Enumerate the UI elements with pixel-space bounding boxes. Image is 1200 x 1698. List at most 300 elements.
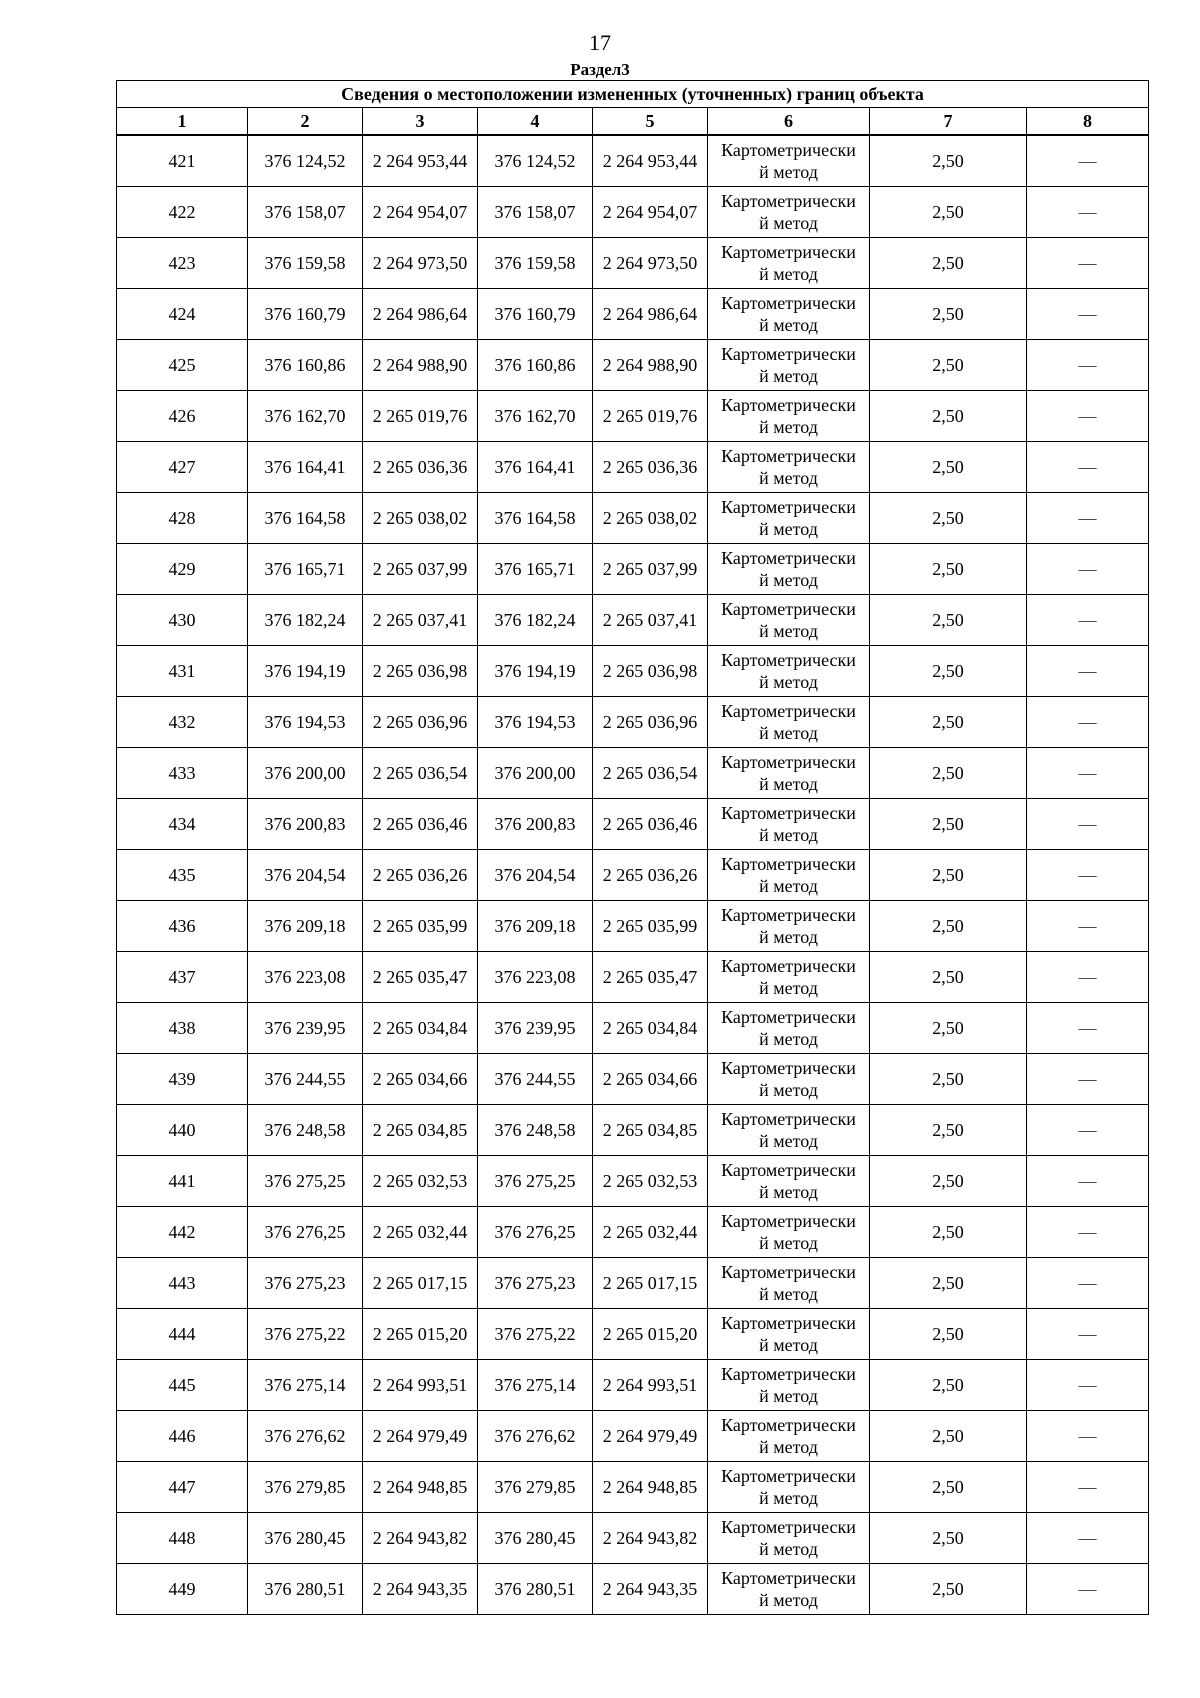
table-body — [117, 135, 1149, 1615]
refined-y-cell: 2 265 037,41 — [593, 595, 708, 646]
refined-x-cell: 376 182,24 — [478, 595, 593, 646]
refined-y-cell: 2 265 037,99 — [593, 544, 708, 595]
note-cell: — — [1027, 595, 1149, 646]
method-cell — [708, 850, 870, 901]
method-line-2: й метод — [759, 1182, 818, 1202]
accuracy-cell: 2,50 — [870, 1411, 1027, 1462]
column-number-8: 8 — [1027, 108, 1149, 136]
point-number-cell: 439 — [117, 1054, 248, 1105]
table-row — [117, 1207, 1149, 1258]
method-line-1: Картометрически — [721, 1568, 856, 1588]
accuracy-cell: 2,50 — [870, 1003, 1027, 1054]
accuracy-cell: 2,50 — [870, 238, 1027, 289]
method-line-1: Картометрически — [721, 905, 856, 925]
existing-y-cell: 2 265 037,41 — [363, 595, 478, 646]
method-line-2: й метод — [759, 519, 818, 539]
note-cell: — — [1027, 442, 1149, 493]
note-cell: — — [1027, 1360, 1149, 1411]
note-cell: — — [1027, 799, 1149, 850]
existing-x-cell: 376 275,22 — [248, 1309, 363, 1360]
accuracy-cell: 2,50 — [870, 340, 1027, 391]
point-number-cell: 426 — [117, 391, 248, 442]
existing-x-cell: 376 162,70 — [248, 391, 363, 442]
existing-y-cell: 2 264 993,51 — [363, 1360, 478, 1411]
refined-y-cell: 2 264 993,51 — [593, 1360, 708, 1411]
refined-y-cell: 2 265 019,76 — [593, 391, 708, 442]
method-cell — [708, 1513, 870, 1564]
existing-x-cell: 376 182,24 — [248, 595, 363, 646]
existing-y-cell: 2 265 032,53 — [363, 1156, 478, 1207]
existing-y-cell: 2 265 037,99 — [363, 544, 478, 595]
table-row — [117, 442, 1149, 493]
existing-y-cell: 2 265 017,15 — [363, 1258, 478, 1309]
existing-y-cell: 2 265 038,02 — [363, 493, 478, 544]
method-cell — [708, 1258, 870, 1309]
note-cell: — — [1027, 901, 1149, 952]
table-row — [117, 1462, 1149, 1513]
refined-x-cell: 376 276,62 — [478, 1411, 593, 1462]
method-cell — [708, 1309, 870, 1360]
method-line-1: Картометрически — [721, 599, 856, 619]
accuracy-cell: 2,50 — [870, 1309, 1027, 1360]
accuracy-cell: 2,50 — [870, 1054, 1027, 1105]
existing-x-cell: 376 276,25 — [248, 1207, 363, 1258]
table-row — [117, 1105, 1149, 1156]
method-line-2: й метод — [759, 1233, 818, 1253]
refined-y-cell: 2 265 036,96 — [593, 697, 708, 748]
refined-y-cell: 2 265 036,54 — [593, 748, 708, 799]
note-cell: — — [1027, 952, 1149, 1003]
existing-y-cell: 2 264 986,64 — [363, 289, 478, 340]
method-cell — [708, 1462, 870, 1513]
accuracy-cell: 2,50 — [870, 1258, 1027, 1309]
table-caption: Сведения о местоположении измененных (уточненных) границ объекта — [117, 81, 1149, 108]
table-row — [117, 391, 1149, 442]
table-row — [117, 544, 1149, 595]
existing-y-cell: 2 264 943,82 — [363, 1513, 478, 1564]
table-row — [117, 1513, 1149, 1564]
column-number-4: 4 — [478, 108, 593, 136]
refined-x-cell: 376 279,85 — [478, 1462, 593, 1513]
method-cell — [708, 544, 870, 595]
note-cell: — — [1027, 544, 1149, 595]
point-number-cell: 449 — [117, 1564, 248, 1615]
existing-x-cell: 376 279,85 — [248, 1462, 363, 1513]
refined-x-cell: 376 160,86 — [478, 340, 593, 391]
existing-y-cell: 2 265 034,84 — [363, 1003, 478, 1054]
refined-x-cell: 376 248,58 — [478, 1105, 593, 1156]
method-cell — [708, 799, 870, 850]
existing-x-cell: 376 160,86 — [248, 340, 363, 391]
existing-x-cell: 376 160,79 — [248, 289, 363, 340]
refined-y-cell: 2 265 032,53 — [593, 1156, 708, 1207]
existing-y-cell: 2 264 979,49 — [363, 1411, 478, 1462]
existing-x-cell: 376 280,45 — [248, 1513, 363, 1564]
refined-x-cell: 376 280,45 — [478, 1513, 593, 1564]
existing-y-cell: 2 265 036,26 — [363, 850, 478, 901]
column-number-1: 1 — [117, 108, 248, 136]
method-line-1: Картометрически — [721, 1211, 856, 1231]
point-number-cell: 429 — [117, 544, 248, 595]
existing-y-cell: 2 265 036,54 — [363, 748, 478, 799]
method-line-1: Картометрически — [721, 1466, 856, 1486]
point-number-cell: 447 — [117, 1462, 248, 1513]
note-cell: — — [1027, 1564, 1149, 1615]
column-number-7: 7 — [870, 108, 1027, 136]
accuracy-cell: 2,50 — [870, 135, 1027, 187]
table-row — [117, 1054, 1149, 1105]
method-cell — [708, 1564, 870, 1615]
point-number-cell: 437 — [117, 952, 248, 1003]
method-line-1: Картометрически — [721, 1262, 856, 1282]
method-line-1: Картометрически — [721, 650, 856, 670]
accuracy-cell: 2,50 — [870, 391, 1027, 442]
refined-x-cell: 376 275,25 — [478, 1156, 593, 1207]
page-number: 17 — [589, 30, 611, 55]
existing-y-cell: 2 265 019,76 — [363, 391, 478, 442]
refined-x-cell: 376 159,58 — [478, 238, 593, 289]
note-cell: — — [1027, 1105, 1149, 1156]
method-line-2: й метод — [759, 315, 818, 335]
existing-x-cell: 376 209,18 — [248, 901, 363, 952]
accuracy-cell: 2,50 — [870, 697, 1027, 748]
table-row — [117, 748, 1149, 799]
accuracy-cell: 2,50 — [870, 1462, 1027, 1513]
accuracy-cell: 2,50 — [870, 799, 1027, 850]
refined-x-cell: 376 165,71 — [478, 544, 593, 595]
note-cell: — — [1027, 1003, 1149, 1054]
table-row — [117, 646, 1149, 697]
existing-y-cell: 2 264 953,44 — [363, 135, 478, 187]
column-number-6: 6 — [708, 108, 870, 136]
refined-x-cell: 376 124,52 — [478, 135, 593, 187]
column-number-row — [117, 108, 1149, 136]
refined-y-cell: 2 264 988,90 — [593, 340, 708, 391]
table-row — [117, 289, 1149, 340]
refined-y-cell: 2 265 035,47 — [593, 952, 708, 1003]
method-line-1: Картометрически — [721, 1313, 856, 1333]
point-number-cell: 441 — [117, 1156, 248, 1207]
point-number-cell: 427 — [117, 442, 248, 493]
existing-x-cell: 376 239,95 — [248, 1003, 363, 1054]
refined-x-cell: 376 209,18 — [478, 901, 593, 952]
method-cell — [708, 493, 870, 544]
accuracy-cell: 2,50 — [870, 1513, 1027, 1564]
method-line-2: й метод — [759, 1539, 818, 1559]
method-line-1: Картометрически — [721, 1058, 856, 1078]
method-cell — [708, 391, 870, 442]
table-row — [117, 340, 1149, 391]
method-cell — [708, 1411, 870, 1462]
existing-y-cell: 2 264 973,50 — [363, 238, 478, 289]
point-number-cell: 440 — [117, 1105, 248, 1156]
refined-y-cell: 2 265 036,36 — [593, 442, 708, 493]
method-line-1: Картометрически — [721, 1160, 856, 1180]
note-cell: — — [1027, 1207, 1149, 1258]
refined-y-cell: 2 265 038,02 — [593, 493, 708, 544]
accuracy-cell: 2,50 — [870, 1156, 1027, 1207]
existing-x-cell: 376 276,62 — [248, 1411, 363, 1462]
point-number-cell: 422 — [117, 187, 248, 238]
existing-y-cell: 2 265 015,20 — [363, 1309, 478, 1360]
method-line-2: й метод — [759, 978, 818, 998]
method-line-1: Картометрически — [721, 1007, 856, 1027]
point-number-cell: 436 — [117, 901, 248, 952]
note-cell: — — [1027, 238, 1149, 289]
point-number-cell: 444 — [117, 1309, 248, 1360]
accuracy-cell: 2,50 — [870, 1564, 1027, 1615]
column-number-2: 2 — [248, 108, 363, 136]
existing-y-cell: 2 265 036,46 — [363, 799, 478, 850]
method-line-2: й метод — [759, 1590, 818, 1610]
method-line-2: й метод — [759, 927, 818, 947]
existing-y-cell: 2 264 954,07 — [363, 187, 478, 238]
refined-x-cell: 376 239,95 — [478, 1003, 593, 1054]
accuracy-cell: 2,50 — [870, 901, 1027, 952]
note-cell: — — [1027, 1462, 1149, 1513]
existing-y-cell: 2 265 036,96 — [363, 697, 478, 748]
method-line-1: Картометрически — [721, 293, 856, 313]
point-number-cell: 430 — [117, 595, 248, 646]
method-line-2: й метод — [759, 264, 818, 284]
refined-y-cell: 2 265 035,99 — [593, 901, 708, 952]
accuracy-cell: 2,50 — [870, 187, 1027, 238]
point-number-cell: 448 — [117, 1513, 248, 1564]
refined-x-cell: 376 244,55 — [478, 1054, 593, 1105]
existing-y-cell: 2 265 032,44 — [363, 1207, 478, 1258]
table-row — [117, 1156, 1149, 1207]
method-cell — [708, 1156, 870, 1207]
column-number-3: 3 — [363, 108, 478, 136]
method-line-2: й метод — [759, 876, 818, 896]
method-cell — [708, 901, 870, 952]
existing-y-cell: 2 265 035,99 — [363, 901, 478, 952]
existing-x-cell: 376 194,53 — [248, 697, 363, 748]
method-cell — [708, 1054, 870, 1105]
accuracy-cell: 2,50 — [870, 289, 1027, 340]
point-number-cell: 442 — [117, 1207, 248, 1258]
method-line-1: Картометрически — [721, 395, 856, 415]
existing-x-cell: 376 164,41 — [248, 442, 363, 493]
method-cell — [708, 952, 870, 1003]
existing-x-cell: 376 248,58 — [248, 1105, 363, 1156]
method-line-1: Картометрически — [721, 1517, 856, 1537]
method-line-1: Картометрически — [721, 191, 856, 211]
accuracy-cell: 2,50 — [870, 595, 1027, 646]
refined-y-cell: 2 264 979,49 — [593, 1411, 708, 1462]
method-line-2: й метод — [759, 1488, 818, 1508]
method-line-1: Картометрически — [721, 854, 856, 874]
section-label: Раздел3 — [570, 60, 630, 79]
accuracy-cell: 2,50 — [870, 646, 1027, 697]
note-cell: — — [1027, 1513, 1149, 1564]
method-line-1: Картометрически — [721, 140, 856, 160]
existing-y-cell: 2 265 034,85 — [363, 1105, 478, 1156]
method-line-2: й метод — [759, 774, 818, 794]
refined-y-cell: 2 265 036,26 — [593, 850, 708, 901]
existing-y-cell: 2 265 035,47 — [363, 952, 478, 1003]
note-cell: — — [1027, 187, 1149, 238]
accuracy-cell: 2,50 — [870, 1360, 1027, 1411]
method-line-1: Картометрически — [721, 344, 856, 364]
method-line-1: Картометрически — [721, 497, 856, 517]
method-line-1: Картометрически — [721, 1415, 856, 1435]
refined-x-cell: 376 275,14 — [478, 1360, 593, 1411]
refined-y-cell: 2 265 032,44 — [593, 1207, 708, 1258]
note-cell: — — [1027, 1258, 1149, 1309]
point-number-cell: 424 — [117, 289, 248, 340]
refined-y-cell: 2 264 943,82 — [593, 1513, 708, 1564]
method-line-2: й метод — [759, 723, 818, 743]
table-row — [117, 493, 1149, 544]
refined-x-cell: 376 223,08 — [478, 952, 593, 1003]
note-cell: — — [1027, 697, 1149, 748]
method-cell — [708, 187, 870, 238]
note-cell: — — [1027, 1156, 1149, 1207]
existing-x-cell: 376 244,55 — [248, 1054, 363, 1105]
point-number-cell: 431 — [117, 646, 248, 697]
method-line-1: Картометрически — [721, 752, 856, 772]
method-cell — [708, 1360, 870, 1411]
method-line-2: й метод — [759, 1335, 818, 1355]
refined-x-cell: 376 158,07 — [478, 187, 593, 238]
existing-x-cell: 376 280,51 — [248, 1564, 363, 1615]
note-cell: — — [1027, 748, 1149, 799]
note-cell: — — [1027, 1054, 1149, 1105]
method-line-2: й метод — [759, 1080, 818, 1100]
note-cell: — — [1027, 646, 1149, 697]
point-number-cell: 438 — [117, 1003, 248, 1054]
accuracy-cell: 2,50 — [870, 952, 1027, 1003]
point-number-cell: 425 — [117, 340, 248, 391]
method-cell — [708, 289, 870, 340]
method-cell — [708, 238, 870, 289]
existing-y-cell: 2 264 948,85 — [363, 1462, 478, 1513]
table-row — [117, 1360, 1149, 1411]
existing-y-cell: 2 264 988,90 — [363, 340, 478, 391]
table-header — [117, 81, 1149, 136]
refined-y-cell: 2 264 943,35 — [593, 1564, 708, 1615]
point-number-cell: 432 — [117, 697, 248, 748]
method-line-2: й метод — [759, 570, 818, 590]
refined-x-cell: 376 275,23 — [478, 1258, 593, 1309]
note-cell: — — [1027, 391, 1149, 442]
table-row — [117, 952, 1149, 1003]
method-line-1: Картометрически — [721, 446, 856, 466]
refined-y-cell: 2 265 034,66 — [593, 1054, 708, 1105]
point-number-cell: 423 — [117, 238, 248, 289]
accuracy-cell: 2,50 — [870, 544, 1027, 595]
refined-x-cell: 376 164,41 — [478, 442, 593, 493]
point-number-cell: 434 — [117, 799, 248, 850]
existing-x-cell: 376 194,19 — [248, 646, 363, 697]
point-number-cell: 421 — [117, 135, 248, 187]
method-cell — [708, 1207, 870, 1258]
existing-y-cell: 2 264 943,35 — [363, 1564, 478, 1615]
accuracy-cell: 2,50 — [870, 850, 1027, 901]
refined-x-cell: 376 160,79 — [478, 289, 593, 340]
method-cell — [708, 646, 870, 697]
existing-x-cell: 376 223,08 — [248, 952, 363, 1003]
table-row — [117, 1258, 1149, 1309]
note-cell: — — [1027, 1411, 1149, 1462]
method-line-2: й метод — [759, 1284, 818, 1304]
method-cell — [708, 748, 870, 799]
method-line-1: Картометрически — [721, 242, 856, 262]
existing-x-cell: 376 275,14 — [248, 1360, 363, 1411]
method-cell — [708, 442, 870, 493]
table-row — [117, 901, 1149, 952]
table-row — [117, 1564, 1149, 1615]
method-line-2: й метод — [759, 213, 818, 233]
point-number-cell: 433 — [117, 748, 248, 799]
existing-x-cell: 376 204,54 — [248, 850, 363, 901]
point-number-cell: 445 — [117, 1360, 248, 1411]
column-number-5: 5 — [593, 108, 708, 136]
refined-x-cell: 376 280,51 — [478, 1564, 593, 1615]
refined-x-cell: 376 276,25 — [478, 1207, 593, 1258]
refined-x-cell: 376 194,19 — [478, 646, 593, 697]
method-line-2: й метод — [759, 417, 818, 437]
refined-y-cell: 2 264 953,44 — [593, 135, 708, 187]
point-number-cell: 446 — [117, 1411, 248, 1462]
method-line-1: Картометрически — [721, 1109, 856, 1129]
note-cell: — — [1027, 289, 1149, 340]
existing-x-cell: 376 158,07 — [248, 187, 363, 238]
table-row — [117, 1309, 1149, 1360]
method-line-1: Картометрически — [721, 701, 856, 721]
boundary-coordinates-table — [116, 80, 1149, 1615]
existing-x-cell: 376 124,52 — [248, 135, 363, 187]
point-number-cell: 428 — [117, 493, 248, 544]
refined-x-cell: 376 204,54 — [478, 850, 593, 901]
existing-x-cell: 376 200,83 — [248, 799, 363, 850]
refined-y-cell: 2 265 036,46 — [593, 799, 708, 850]
table-row — [117, 135, 1149, 187]
table-row — [117, 187, 1149, 238]
existing-x-cell: 376 164,58 — [248, 493, 363, 544]
existing-x-cell: 376 200,00 — [248, 748, 363, 799]
note-cell: — — [1027, 135, 1149, 187]
refined-x-cell: 376 162,70 — [478, 391, 593, 442]
method-cell — [708, 595, 870, 646]
table-row — [117, 1003, 1149, 1054]
existing-x-cell: 376 275,23 — [248, 1258, 363, 1309]
method-line-2: й метод — [759, 1386, 818, 1406]
refined-x-cell: 376 275,22 — [478, 1309, 593, 1360]
method-line-2: й метод — [759, 1131, 818, 1151]
method-line-2: й метод — [759, 162, 818, 182]
refined-x-cell: 376 194,53 — [478, 697, 593, 748]
method-line-2: й метод — [759, 366, 818, 386]
table-row — [117, 697, 1149, 748]
note-cell: — — [1027, 340, 1149, 391]
accuracy-cell: 2,50 — [870, 748, 1027, 799]
point-number-cell: 443 — [117, 1258, 248, 1309]
note-cell: — — [1027, 493, 1149, 544]
method-line-2: й метод — [759, 468, 818, 488]
table-row — [117, 238, 1149, 289]
existing-x-cell: 376 165,71 — [248, 544, 363, 595]
refined-y-cell: 2 265 015,20 — [593, 1309, 708, 1360]
method-cell — [708, 340, 870, 391]
method-line-2: й метод — [759, 1029, 818, 1049]
accuracy-cell: 2,50 — [870, 442, 1027, 493]
method-line-2: й метод — [759, 672, 818, 692]
point-number-cell: 435 — [117, 850, 248, 901]
table-row — [117, 1411, 1149, 1462]
method-line-2: й метод — [759, 621, 818, 641]
